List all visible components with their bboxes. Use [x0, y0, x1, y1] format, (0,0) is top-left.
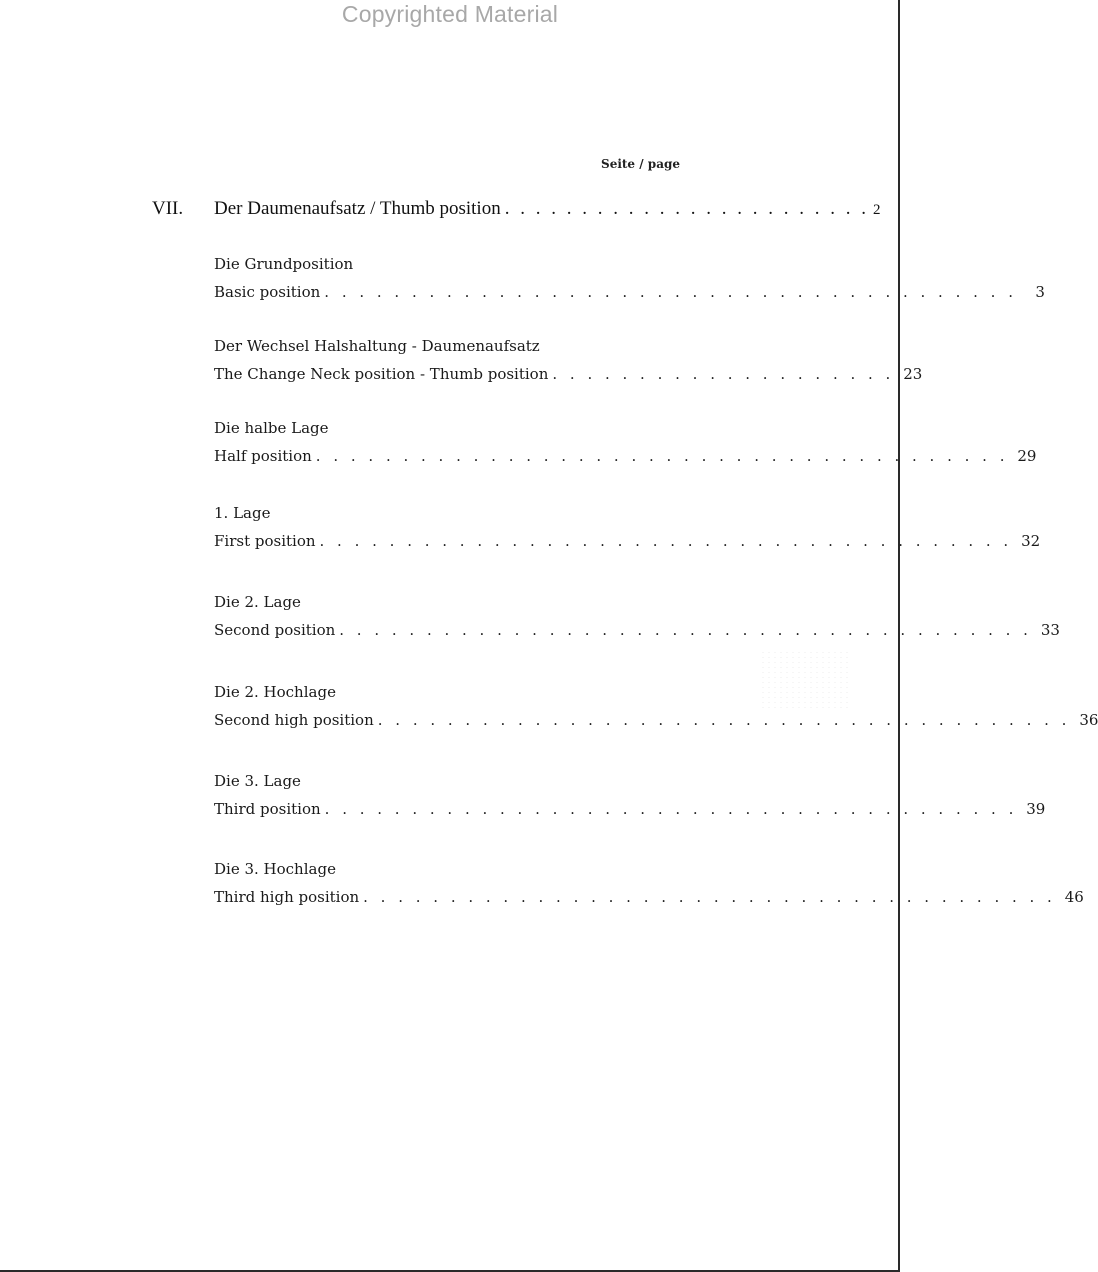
- entry-title-german: Die 2. Hochlage: [214, 683, 336, 701]
- chapter-title-row: [214, 198, 881, 220]
- entry-title-german: 1. Lage: [214, 504, 271, 522]
- dot-leader: . . . . . . . . . . . . . . . . . . . . . . . . . . . . . . . . . . . . . . . .: [319, 532, 1013, 550]
- entry-page-number: 23: [903, 365, 923, 383]
- chapter-heading: [152, 198, 881, 226]
- toc-entry: [214, 336, 923, 384]
- entry-page-number: 46: [1064, 888, 1084, 906]
- dot-leader: . . . . . . . . . . . . . . . . . . . . . . . .: [504, 198, 869, 219]
- entry-title-german: Die Grundposition: [214, 255, 354, 273]
- dot-leader: . . . . . . . . . . . . . . . . . . . .: [552, 365, 895, 383]
- dot-leader: . . . . . . . . . . . . . . . . . . . . . . . . . . . . . . . . . . . . . . . .: [339, 621, 1032, 639]
- entry-title-english: Second high position: [214, 711, 374, 729]
- entry-page-number: 39: [1026, 800, 1046, 818]
- entry-english-row: [214, 710, 1098, 730]
- toc-entry: [214, 503, 1041, 551]
- entry-title-english: Second position: [214, 621, 336, 639]
- dot-leader: . . . . . . . . . . . . . . . . . . . . . . . . . . . . . . . . . . . . . . . .: [324, 283, 1017, 301]
- dot-leader: . . . . . . . . . . . . . . . . . . . . . . . . . . . . . . . . . . . . . . . .: [377, 711, 1071, 729]
- entry-title-english: Half position: [214, 447, 312, 465]
- entry-title-german: Die 2. Lage: [214, 593, 301, 611]
- entry-title-english: First position: [214, 532, 316, 550]
- entry-title-german: Die 3. Hochlage: [214, 860, 336, 878]
- chapter-title: Der Daumenaufsatz / Thumb position: [214, 198, 501, 219]
- entry-english-row: [214, 531, 1041, 551]
- toc-entry: [214, 771, 1046, 819]
- entry-english-row: [214, 282, 1045, 302]
- entry-english-row: [214, 620, 1060, 640]
- toc-entry: [214, 592, 1060, 640]
- entry-page-number: 36: [1079, 711, 1098, 729]
- toc-entry: [214, 682, 1098, 730]
- entry-title-english: Third position: [214, 800, 321, 818]
- entry-title-english: The Change Neck position - Thumb position: [214, 365, 549, 383]
- entry-english-row: [214, 446, 1037, 466]
- entry-english-row: [214, 364, 923, 384]
- entry-english-row: [214, 887, 1084, 907]
- chapter-page-number: 2: [872, 202, 881, 218]
- entry-page-number: 33: [1040, 621, 1060, 639]
- toc-entry: [214, 859, 1084, 907]
- entry-page-number: 29: [1017, 447, 1037, 465]
- entry-page-number: 3: [1035, 283, 1045, 301]
- entry-title-english: Third high position: [214, 888, 360, 906]
- entry-title-german: Die halbe Lage: [214, 419, 329, 437]
- toc-entry: [214, 418, 1037, 466]
- page-column-label: Seite / page: [601, 157, 680, 171]
- toc-entry: [214, 254, 1045, 302]
- scan-noise: [760, 650, 850, 710]
- entry-title-german: Der Wechsel Halshaltung - Daumenaufsatz: [214, 337, 540, 355]
- dot-leader: . . . . . . . . . . . . . . . . . . . . . . . . . . . . . . . . . . . . . . . .: [324, 800, 1018, 818]
- entry-english-row: [214, 799, 1046, 819]
- dot-leader: . . . . . . . . . . . . . . . . . . . . . . . . . . . . . . . . . . . . . . . .: [315, 447, 1009, 465]
- dot-leader: . . . . . . . . . . . . . . . . . . . . . . . . . . . . . . . . . . . . . . . .: [363, 888, 1056, 906]
- copyright-watermark: Copyrighted Material: [341, 1, 559, 27]
- chapter-number: VII.: [152, 198, 184, 219]
- entry-page-number: 32: [1021, 532, 1041, 550]
- entry-title-german: Die 3. Lage: [214, 772, 301, 790]
- entry-title-english: Basic position: [214, 283, 321, 301]
